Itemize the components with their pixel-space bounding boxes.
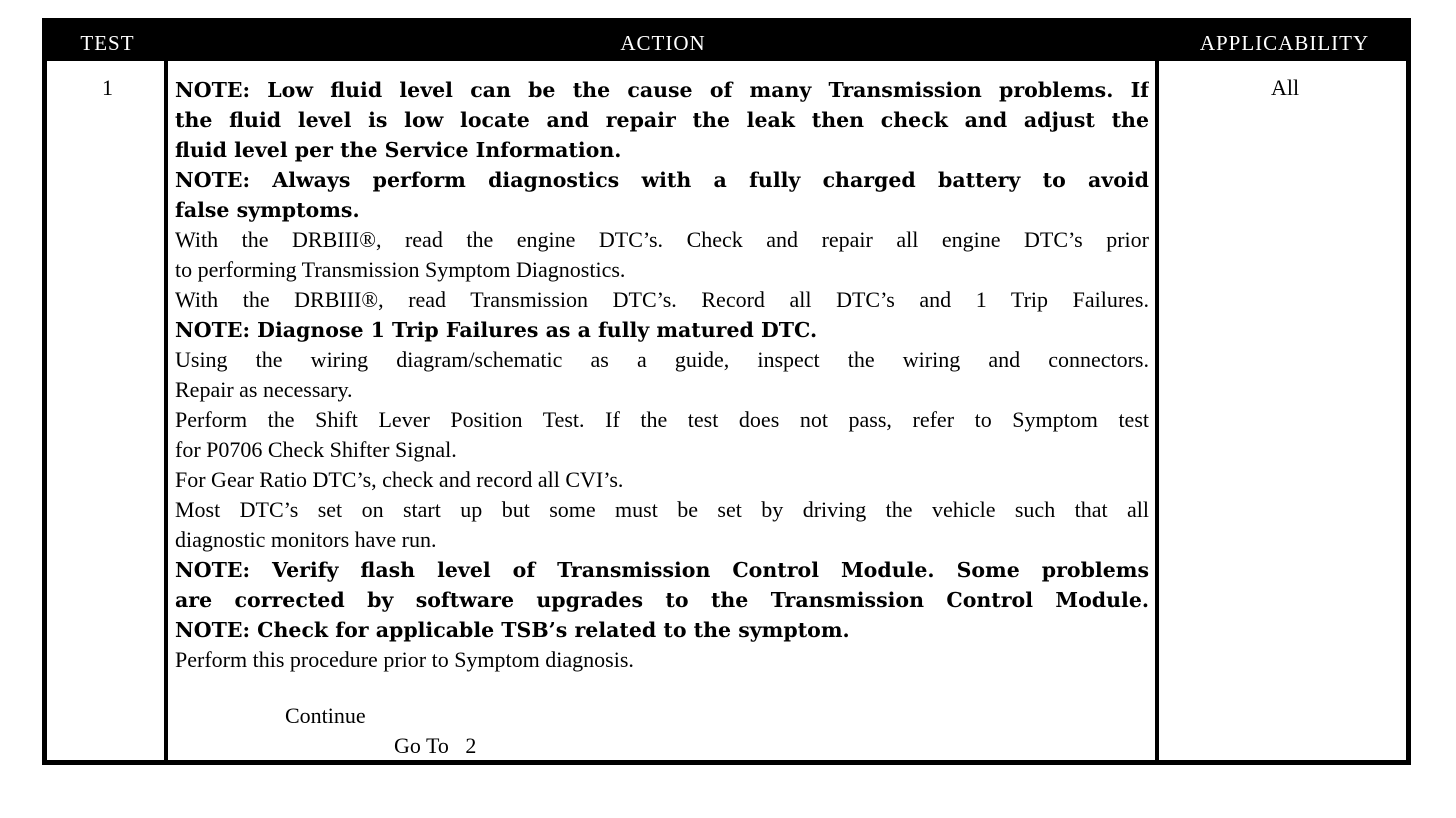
action-line: NOTE: Verify flash level of Transmission Control Module. Some problems xyxy=(175,558,1149,582)
action-line: Perform this procedure prior to Symptom diagnosis. xyxy=(175,647,634,672)
action-line: With the DRBIII®, read the engine DTC’s. Check and repair all engine DTC’s prior xyxy=(175,227,1149,252)
action-line: NOTE: Diagnose 1 Trip Failures as a fully matured DTC. xyxy=(175,318,818,342)
action-line: are corrected by software upgrades to the Transmission Control Module. xyxy=(175,588,1149,612)
action-cell xyxy=(175,75,1149,675)
diagnostic-test-table xyxy=(42,18,1411,765)
header-action: ACTION xyxy=(620,31,706,55)
test-number: 1 xyxy=(102,75,113,100)
action-line: NOTE: Low fluid level can be the cause of many Transmission problems. If xyxy=(175,78,1149,102)
action-line: For Gear Ratio DTC’s, check and record all CVI’s. xyxy=(175,467,624,492)
action-line: for P0706 Check Shifter Signal. xyxy=(175,437,457,462)
action-line: With the DRBIII®, read Transmission DTC’s. Record all DTC’s and 1 Trip Failures. xyxy=(175,287,1149,312)
action-line: NOTE: Always perform diagnostics with a fully charged battery to avoid xyxy=(175,168,1149,192)
action-line: false symptoms. xyxy=(175,198,360,222)
goto-label: Go To 2 xyxy=(394,733,477,758)
header-test: TEST xyxy=(80,31,135,55)
column-divider-applicability xyxy=(1155,61,1159,760)
action-line: to performing Transmission Symptom Diagnostics. xyxy=(175,257,626,282)
action-line: Repair as necessary. xyxy=(175,377,353,402)
continue-label: Continue xyxy=(285,703,366,728)
action-line: Perform the Shift Lever Position Test. If the test does not pass, refer to Symptom test xyxy=(175,407,1149,432)
action-line: NOTE: Check for applicable TSB’s related to the symptom. xyxy=(175,618,850,642)
action-line: diagnostic monitors have run. xyxy=(175,527,437,552)
table-header-row xyxy=(47,23,1406,61)
applicability-value: All xyxy=(1270,75,1300,100)
action-line: the fluid level is low locate and repair the leak then check and adjust the xyxy=(175,108,1149,132)
header-applicability: APPLICABILITY xyxy=(1199,31,1370,55)
action-line: Most DTC’s set on start up but some must be set by driving the vehicle such that all xyxy=(175,497,1149,522)
action-line: fluid level per the Service Information. xyxy=(175,138,622,162)
action-line: Using the wiring diagram/schematic as a guide, inspect the wiring and connectors. xyxy=(175,347,1149,372)
column-divider-test xyxy=(164,61,168,760)
